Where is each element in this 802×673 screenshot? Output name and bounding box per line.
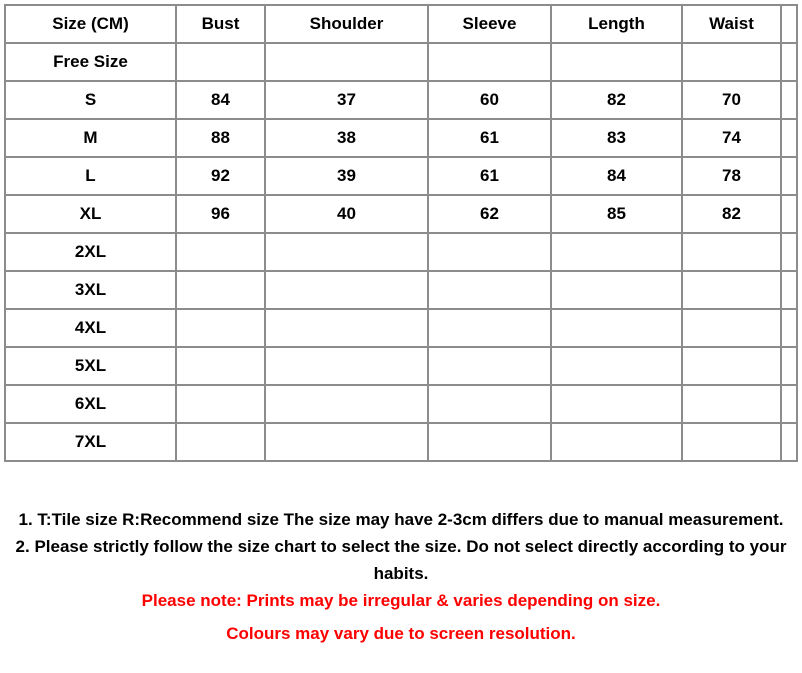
measurement-cell <box>682 385 781 423</box>
measurement-cell <box>428 43 551 81</box>
size-label-cell: M <box>5 119 176 157</box>
measurement-cell <box>682 309 781 347</box>
table-row <box>5 309 797 347</box>
measurement-cell <box>176 347 265 385</box>
print-warning: Please note: Prints may be irregular & varies depending on size. <box>141 591 661 610</box>
measurement-cell <box>682 43 781 81</box>
measurement-cell <box>176 309 265 347</box>
measurement-cell <box>428 347 551 385</box>
measurement-cell: 61 <box>428 157 551 195</box>
measurement-cell <box>682 347 781 385</box>
size-chart-header <box>5 5 797 43</box>
size-label-cell: 7XL <box>5 423 176 461</box>
measurement-cell <box>682 233 781 271</box>
note-line-1: 1. T:Tile size R:Recommend size The size may have 2-3cm differs due to manual measurement. <box>18 510 784 529</box>
size-label-cell: 4XL <box>5 309 176 347</box>
empty-edge-cell <box>781 271 797 309</box>
header-cell: Bust <box>176 5 265 43</box>
measurement-cell: 61 <box>428 119 551 157</box>
empty-edge-cell <box>781 157 797 195</box>
empty-edge-cell <box>781 43 797 81</box>
measurement-cell <box>682 423 781 461</box>
measurement-cell: 84 <box>176 81 265 119</box>
table-row <box>5 43 797 81</box>
empty-edge-cell <box>781 347 797 385</box>
table-row <box>5 119 797 157</box>
empty-edge-cell <box>781 309 797 347</box>
measurement-cell <box>428 423 551 461</box>
empty-edge-cell <box>781 423 797 461</box>
header-cell: Waist <box>682 5 781 43</box>
table-row <box>5 423 797 461</box>
size-chart-body <box>5 43 797 461</box>
size-label-cell: 6XL <box>5 385 176 423</box>
measurement-cell <box>176 43 265 81</box>
measurement-cell <box>428 385 551 423</box>
table-row <box>5 233 797 271</box>
measurement-cell <box>551 309 682 347</box>
measurement-cell <box>265 423 428 461</box>
measurement-cell <box>176 385 265 423</box>
table-row <box>5 195 797 233</box>
table-row <box>5 347 797 385</box>
measurement-cell <box>265 271 428 309</box>
empty-edge-cell <box>781 195 797 233</box>
measurement-cell <box>176 423 265 461</box>
size-label-cell: 5XL <box>5 347 176 385</box>
empty-edge-cell <box>781 119 797 157</box>
measurement-cell <box>176 271 265 309</box>
size-label-cell: 2XL <box>5 233 176 271</box>
measurement-cell: 70 <box>682 81 781 119</box>
empty-edge-cell <box>781 385 797 423</box>
header-cell: Shoulder <box>265 5 428 43</box>
size-label-cell: L <box>5 157 176 195</box>
measurement-cell: 82 <box>682 195 781 233</box>
size-label-cell: S <box>5 81 176 119</box>
size-label-cell: XL <box>5 195 176 233</box>
measurement-cell: 92 <box>176 157 265 195</box>
colour-warning: Colours may vary due to screen resolution. <box>226 624 576 643</box>
measurement-cell <box>682 271 781 309</box>
empty-edge-cell <box>781 5 797 43</box>
size-notes <box>0 506 802 647</box>
measurement-cell: 84 <box>551 157 682 195</box>
table-row <box>5 157 797 195</box>
measurement-cell <box>551 43 682 81</box>
measurement-cell <box>265 43 428 81</box>
size-chart-table <box>4 4 798 462</box>
measurement-cell: 40 <box>265 195 428 233</box>
measurement-cell: 88 <box>176 119 265 157</box>
measurement-cell <box>265 309 428 347</box>
measurement-cell: 96 <box>176 195 265 233</box>
measurement-cell <box>428 309 551 347</box>
header-row <box>5 5 797 43</box>
empty-edge-cell <box>781 233 797 271</box>
note-line-2: 2. Please strictly follow the size chart to select the size. Do not select directly according to your habits. <box>15 537 787 583</box>
measurement-cell <box>176 233 265 271</box>
measurement-cell <box>265 233 428 271</box>
measurement-cell: 85 <box>551 195 682 233</box>
measurement-cell <box>551 385 682 423</box>
empty-edge-cell <box>781 81 797 119</box>
table-row <box>5 81 797 119</box>
measurement-cell: 39 <box>265 157 428 195</box>
measurement-cell: 38 <box>265 119 428 157</box>
measurement-cell: 78 <box>682 157 781 195</box>
measurement-cell <box>551 347 682 385</box>
measurement-cell: 62 <box>428 195 551 233</box>
header-cell: Sleeve <box>428 5 551 43</box>
measurement-cell <box>428 233 551 271</box>
header-cell: Size (CM) <box>5 5 176 43</box>
measurement-cell <box>551 423 682 461</box>
measurement-cell: 37 <box>265 81 428 119</box>
measurement-cell <box>265 385 428 423</box>
measurement-cell <box>265 347 428 385</box>
measurement-cell <box>551 271 682 309</box>
table-row <box>5 385 797 423</box>
size-label-cell: Free Size <box>5 43 176 81</box>
measurement-cell: 60 <box>428 81 551 119</box>
measurement-cell: 83 <box>551 119 682 157</box>
size-label-cell: 3XL <box>5 271 176 309</box>
measurement-cell <box>551 233 682 271</box>
table-row <box>5 271 797 309</box>
measurement-cell: 82 <box>551 81 682 119</box>
measurement-cell: 74 <box>682 119 781 157</box>
header-cell: Length <box>551 5 682 43</box>
measurement-cell <box>428 271 551 309</box>
